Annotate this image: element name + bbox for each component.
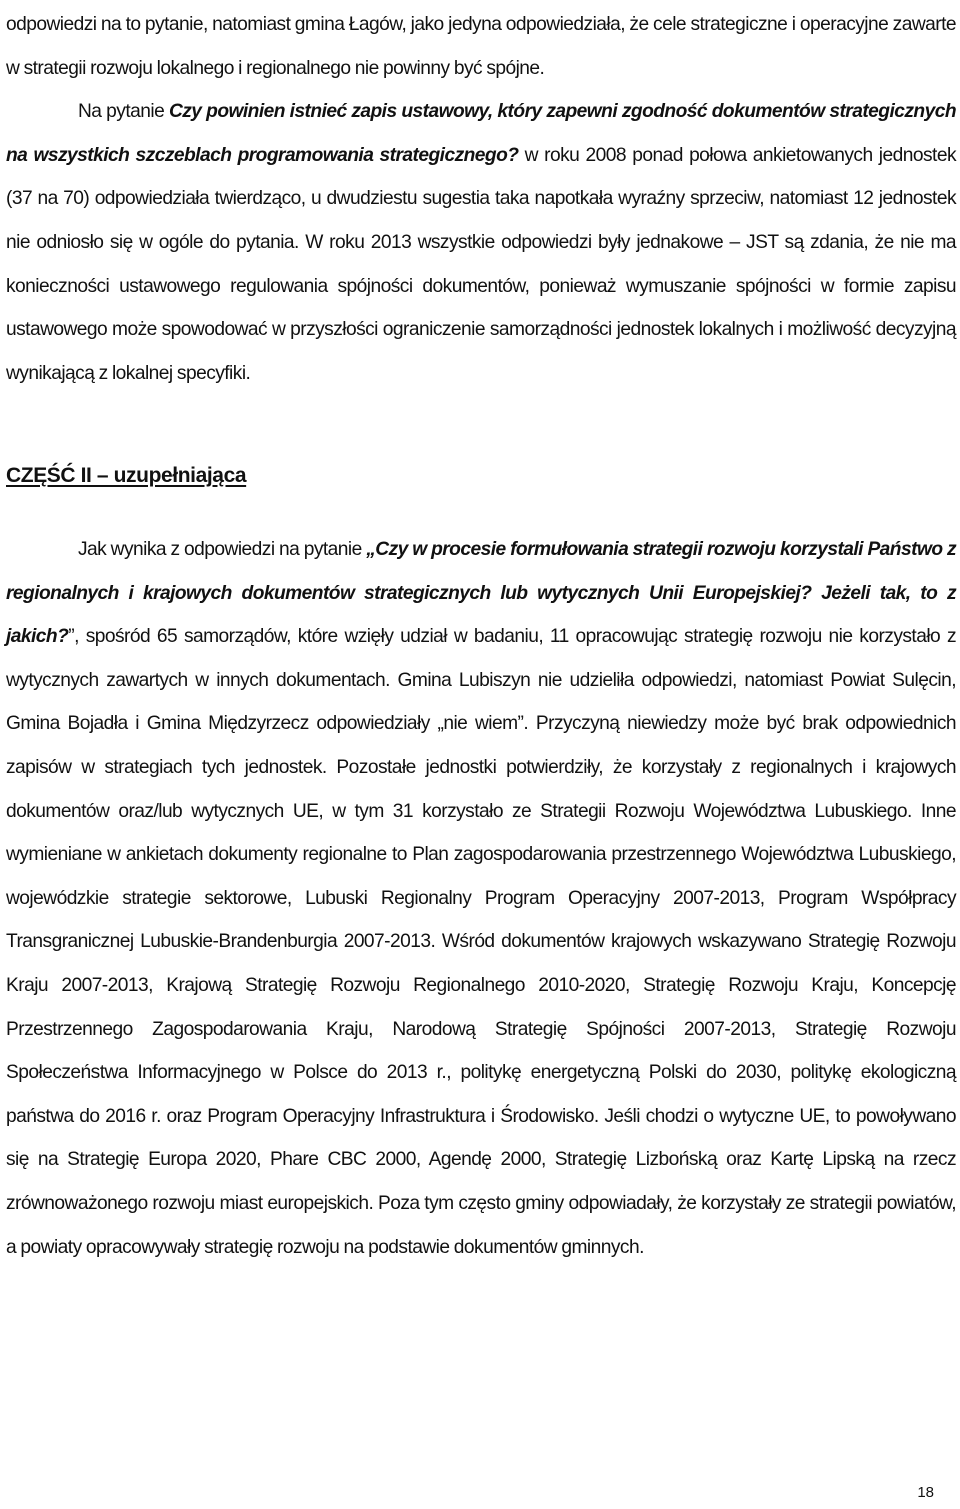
- survey-question: „Czy w procesie formułowania strategii rozwoju korzystali Państwo z regionalnych i krajowych dokumentów strategicznych lub wytycznych Unii Europejskiej? Jeżeli tak, to z jakich?: [6, 539, 957, 648]
- paragraph-body: w roku 2008 ponad połowa ankietowanych jednostek (37 na 70) odpowiedziała twierdząco, u dwudziestu sugestia taka napotkała wyraźny sprzeciw, natomiast 12 jednostek nie odniosło się w ogóle do pytania. W roku 2013 wszystkie odpowiedzi były jednakowe – JST są zdania, że nie ma konieczności ustawowego regulowania spójności dokumentów, ponieważ wymuszanie spójności w formie zapisu ustawowego może spowodować w przyszłości ograniczenie samorządności jednostek lokalnych i możliwość decyzyjną wynikającą z lokalnej specyfiki.: [6, 144, 956, 384]
- survey-question: Czy powinien istnieć zapis ustawowy, który zapewni zgodność dokumentów strategicznych na wszystkich szczeblach programowania strategicznego?: [6, 101, 956, 166]
- page-number: 18: [917, 1484, 934, 1501]
- section-heading-text: CZĘŚĆ II – uzupełniająca: [6, 464, 247, 487]
- paragraph-continuation-text: odpowiedzi na to pytanie, natomiast gmina Łagów, jako jedyna odpowiedziała, że cele strategiczne i operacyjne zawarte w strategii rozwoju lokalnego i regionalnego nie powinny być spójne.: [6, 14, 956, 79]
- paragraph-documents-question: [6, 528, 956, 1269]
- paragraph-intro: Jak wynika z odpowiedzi na pytanie: [78, 539, 367, 560]
- section-heading: [6, 454, 246, 498]
- paragraph-body: ”, spośród 65 samorządów, które wzięły udział w badaniu, 11 opracowując strategię rozwoju nie korzystało z wytycznych zawartych w innych dokumentach. Gmina Lubiszyn nie udzieliła odpowiedzi, natomiast Powiat Sulęcin, Gmina Bojadła i Gmina Międzyrzecz odpowiedziały „nie wiem”. Przyczyną niewiedzy może być brak odpowiednich zapisów w strategiach tych jednostek. Pozostałe jednostki potwierdziły, że korzystały z regionalnych i krajowych dokumentów oraz/lub wytycznych UE, w tym 31 korzystało ze Strategii Rozwoju Województwa Lubuskiego. Inne wymieniane w ankietach dokumenty regionalne to Plan zagospodarowania przestrzennego Województwa Lubuskiego, wojewódzkie strategie sektorowe, Lubuski Regionalny Program Operacyjny 2007-2013, Program Współpracy Transgranicznej Lubuskie-Brandenburgia 2007-2013. Wśród dokumentów krajowych wskazywano Strategię Rozwoju Kraju 2007-2013, Krajową Strategię Rozwoju Regionalnego 2010-2020, Strategię Rozwoju Kraju, Koncepcję Przestrzennego Zagospodarowania Kraju, Narodową Strategię Spójności 2007-2013, Strategię Rozwoju Społeczeństwa Informacyjnego w Polsce do 2013 r., politykę energetyczną Polski do 2030, politykę ekologiczną państwa do 2016 r. oraz Program Operacyjny Infrastruktura i Środowisko. Jeśli chodzi o wytyczne UE, to powoływano się na Strategię Europa 2020, Phare CBC 2000, Agendę 2000, Strategię Lizbońską oraz Kartę Lipską na rzecz zrównoważonego rozwoju miast europejskich. Poza tym często gminy odpowiadały, że korzystały ze strategii powiatów, a powiaty opracowywały strategię rozwoju na podstawie dokumentów gminnych.: [6, 626, 956, 1258]
- paragraph-statutory-question: [6, 90, 956, 395]
- text-block-upper: [6, 3, 956, 395]
- paragraph-continuation: [6, 3, 956, 90]
- paragraph-intro: Na pytanie: [78, 101, 169, 123]
- text-block-lower: [6, 528, 956, 1269]
